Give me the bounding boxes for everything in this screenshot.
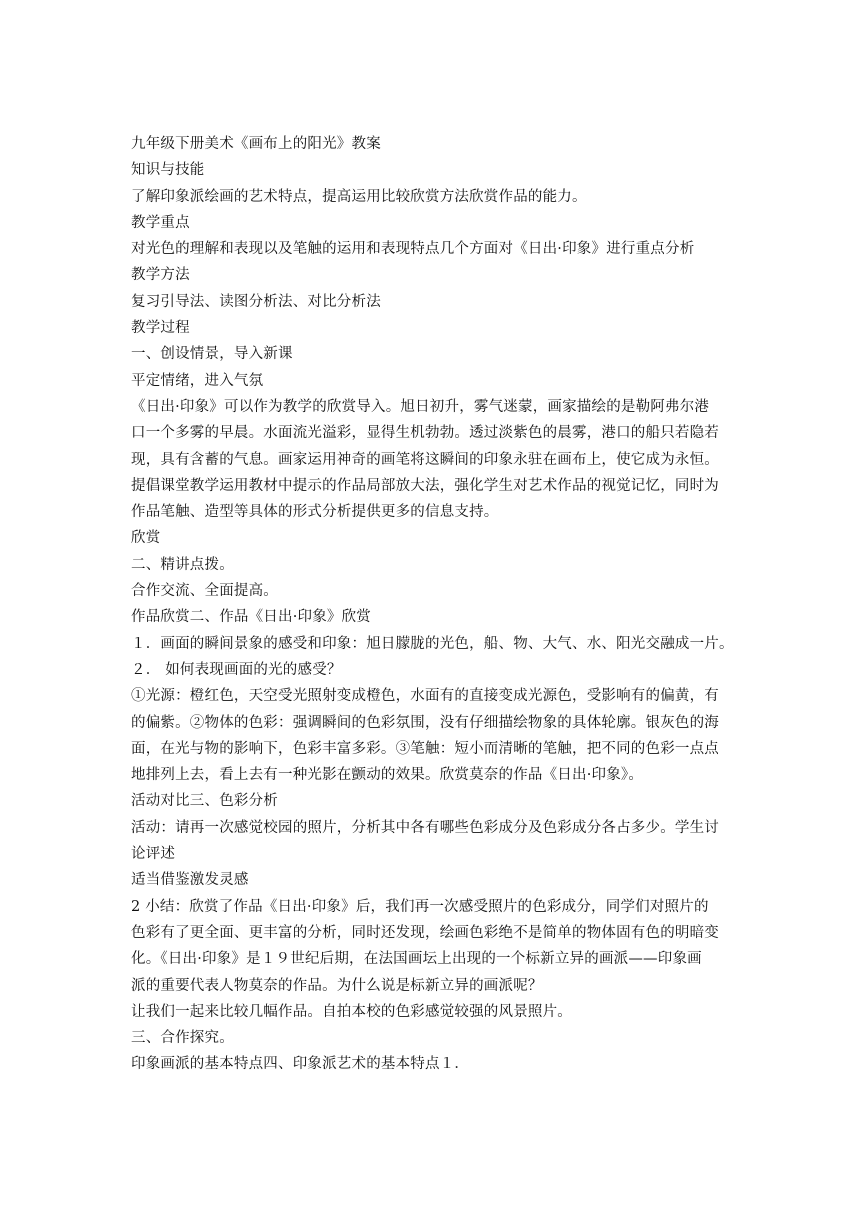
text-line: 活动对比三、色彩分析	[131, 793, 278, 810]
section-heading: 二、精讲点拨。	[131, 556, 234, 573]
text-line: 适当借鉴激发灵感	[131, 872, 249, 889]
heading-teaching-focus: 教学重点	[131, 214, 190, 231]
text-line: 了解印象派绘画的艺术特点，提高运用比较欣赏方法欣赏作品的能力。	[131, 188, 587, 205]
paragraph-line: 面，在光与物的影响下，色彩丰富多彩。③笔触：短小而清晰的笔触，把不同的色彩一点点	[131, 740, 719, 757]
activity-paragraph	[131, 815, 731, 868]
heading-teaching-method: 教学方法	[131, 267, 190, 284]
text-line: 合作交流、全面提高。	[131, 583, 278, 600]
document-body	[131, 131, 734, 1078]
paragraph-line: 口一个多雾的早晨。水面流光溢彩，显得生机勃勃。透过淡紫色的晨雾，港口的船只若隐若	[131, 425, 719, 442]
numbered-item: ２． 如何表现画面的光的感受？	[131, 661, 342, 678]
text-line: 印象画派的基本特点四、印象派艺术的基本特点１．	[131, 1056, 470, 1073]
paragraph-line: 色彩有了更全面、更丰富的分析，同时还发现，绘画色彩绝不是简单的物体固有色的明暗变	[131, 924, 719, 941]
paragraph-line: 化。《日出·印象》是１９世纪后期，在法国画坛上出现的一个标新立异的画派——印象画	[131, 951, 702, 968]
paragraph-line: 2 小结：欣赏了作品《日出·印象》后，我们再一次感受照片的色彩成分，同学们对照片的	[131, 898, 709, 915]
intro-paragraph	[131, 394, 731, 525]
paragraph-line: 地排列上去，看上去有一种光影在颤动的效果。欣赏莫奈的作品《日出·印象》。	[131, 767, 644, 784]
text-line: 复习引导法、读图分析法、对比分析法	[131, 293, 381, 310]
paragraph-line: 提倡课堂教学运用教材中提示的作品局部放大法，强化学生对艺术作品的视觉记忆，同时为	[131, 477, 719, 494]
paragraph-line: 活动：请再一次感觉校园的照片，分析其中各有哪些色彩成分及色彩成分各占多少。学生讨	[131, 819, 719, 836]
section-heading: 一、创设情景，导入新课	[131, 346, 293, 363]
section-heading: 三、合作探究。	[131, 1030, 234, 1047]
paragraph-line: 的偏紫。②物体的色彩：强调瞬间的色彩氛围，没有仔细描绘物象的具体轮廓。银灰色的海	[131, 714, 719, 731]
paragraph-line: 作品笔触、造型等具体的形式分析提供更多的信息支持。	[131, 504, 499, 521]
light-paragraph	[131, 683, 731, 788]
paragraph-line: 派的重要代表人物莫奈的作品。为什么说是标新立异的画派呢？	[131, 977, 543, 994]
numbered-item: １．画面的瞬间景象的感受和印象：旭日朦胧的光色，船、物、大气、水、阳光交融成一片。	[131, 635, 734, 652]
text-line: 让我们一起来比较几幅作品。自拍本校的色彩感觉较强的风景照片。	[131, 1003, 572, 1020]
paragraph-line: 现，具有含蓄的气息。画家运用神奇的画笔将这瞬间的印象永驻在画布上，使它成为永恒。	[131, 451, 719, 468]
summary-paragraph	[131, 894, 731, 999]
paragraph-line: 《日出·印象》可以作为教学的欣赏导入。旭日初升，雾气迷蒙，画家描绘的是勒阿弗尔港	[131, 398, 710, 415]
document-title: 九年级下册美术《画布上的阳光》教案	[131, 136, 381, 152]
text-line: 对光色的理解和表现以及笔触的运用和表现特点几个方面对《日出·印象》进行重点分析	[131, 241, 695, 258]
heading-teaching-process: 教学过程	[131, 320, 190, 337]
paragraph-line: 论评述	[131, 846, 176, 863]
text-line: 欣赏	[131, 530, 161, 547]
heading-knowledge-skills: 知识与技能	[131, 162, 205, 179]
text-line: 平定情绪，进入气氛	[131, 372, 264, 389]
text-line: 作品欣赏二、作品《日出·印象》欣赏	[131, 609, 372, 626]
paragraph-line: ①光源：橙红色，天空受光照射变成橙色，水面有的直接变成光源色，受影响有的偏黄，有	[131, 688, 719, 705]
